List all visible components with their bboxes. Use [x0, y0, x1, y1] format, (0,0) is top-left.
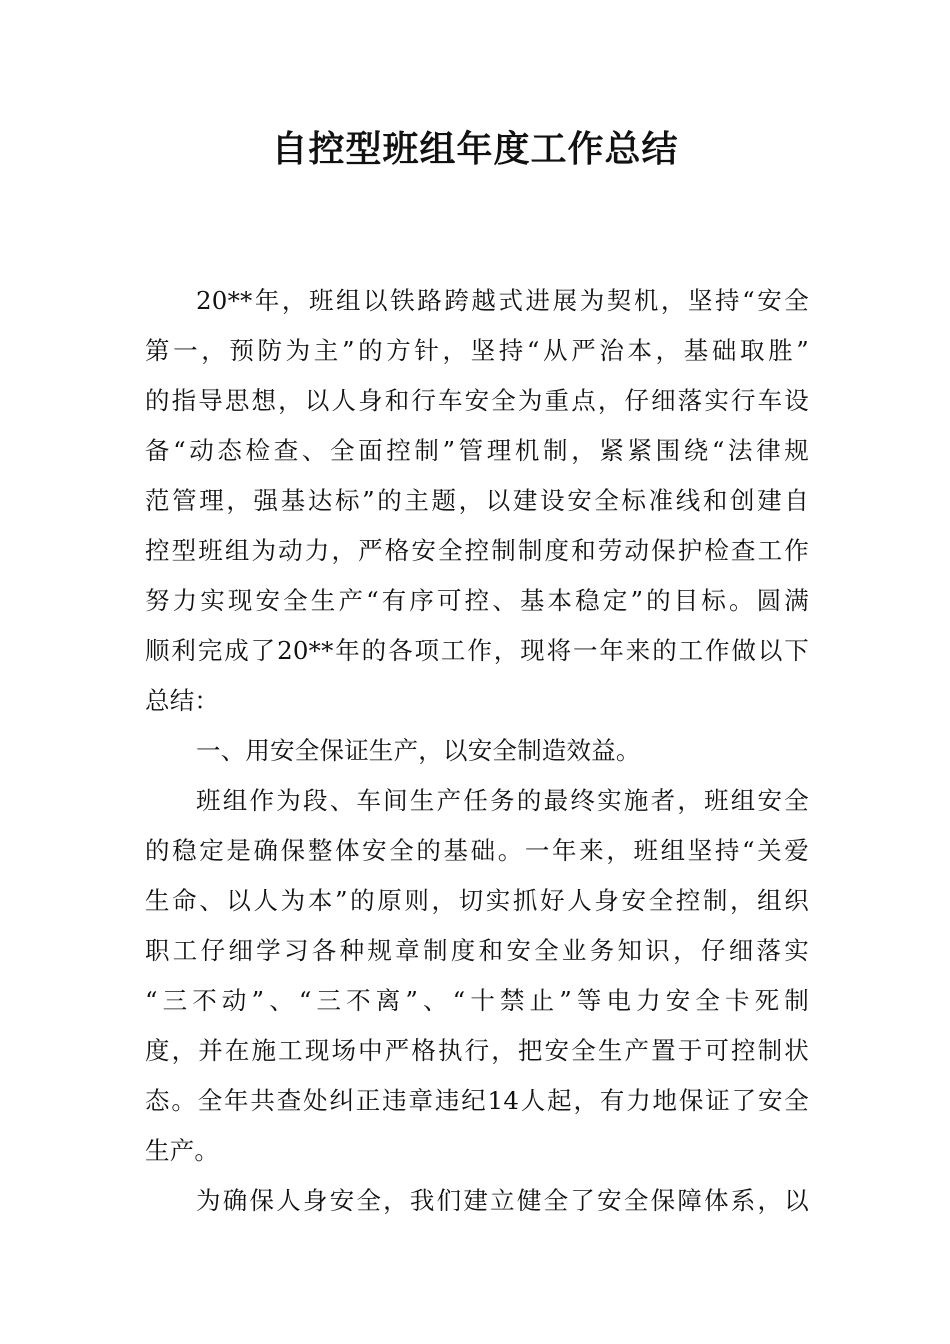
body-line-15: “三不动”、“三不离”、“十禁止”等电力安全卡死制 — [145, 986, 809, 1015]
body-line-13: 生命、以人为本”的原则，切实抓好人身安全控制，组织 — [145, 886, 809, 915]
body-line-12: 的稳定是确保整体安全的基础。一年来，班组坚持“关爱 — [145, 836, 809, 865]
document-body — [145, 276, 809, 1226]
body-line-2: 第一，预防为主”的方针，坚持“从严治本，基础取胜” — [145, 336, 809, 365]
body-line-19: 为确保人身安全，我们建立健全了安全保障体系，以 — [196, 1186, 809, 1215]
document-title: 自控型班组年度工作总结 — [271, 129, 679, 170]
body-line-3: 的指导思想，以人身和行车安全为重点，仔细落实行车设 — [145, 386, 809, 415]
body-line-7: 努力实现安全生产“有序可控、基本稳定”的目标。圆满 — [145, 586, 809, 615]
body-line-11: 班组作为段、车间生产任务的最终实施者，班组安全 — [196, 786, 809, 815]
body-line-18: 生产。 — [145, 1136, 220, 1165]
body-line-5: 范管理，强基达标”的主题，以建设安全标准线和创建自 — [145, 486, 809, 515]
body-line-8: 顺利完成了20**年的各项工作，现将一年来的工作做以下 — [145, 636, 809, 665]
body-line-1: 20**年，班组以铁路跨越式进展为契机，坚持“安全 — [196, 286, 809, 315]
body-line-16: 度，并在施工现场中严格执行，把安全生产置于可控制状 — [145, 1036, 809, 1065]
body-line-14: 职工仔细学习各种规章制度和安全业务知识，仔细落实 — [145, 936, 809, 965]
body-line-4: 备“动态检查、全面控制”管理机制，紧紧围绕“法律规 — [145, 436, 809, 465]
body-line-17: 态。全年共查处纠正违章违纪14人起，有力地保证了安全 — [145, 1086, 809, 1115]
body-line-9: 总结： — [145, 686, 220, 715]
body-line-6: 控型班组为动力，严格安全控制制度和劳动保护检查工作 — [145, 536, 809, 565]
section-heading-1: 一、用安全保证生产，以安全制造效益。 — [196, 736, 641, 765]
